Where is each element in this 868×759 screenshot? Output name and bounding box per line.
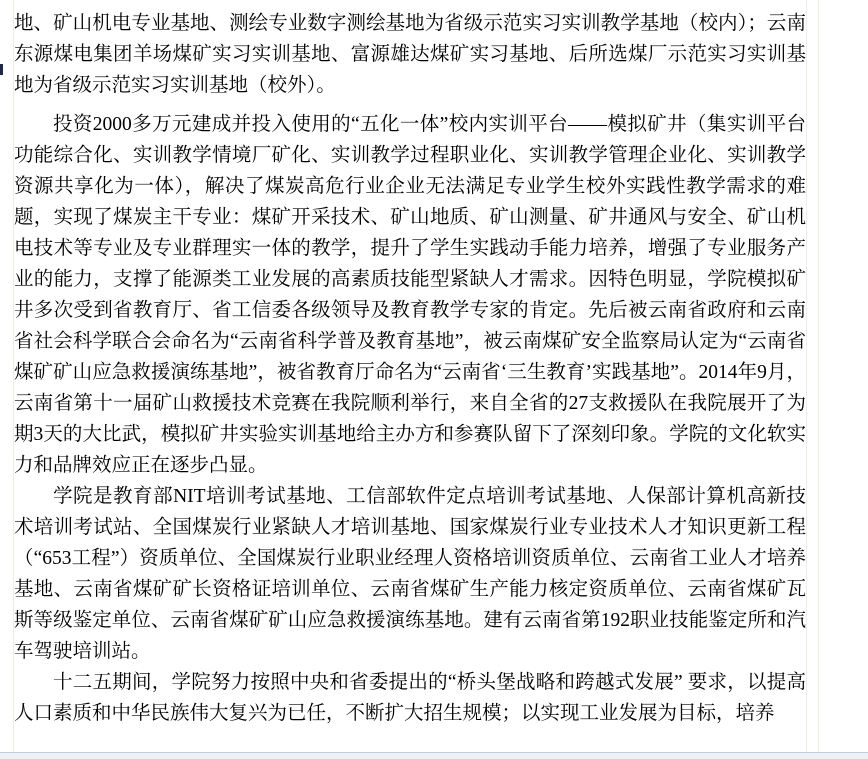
document-body — [14, 8, 806, 729]
text-boundary-guide-right-outer — [818, 0, 819, 752]
text-boundary-guide-right-inner — [806, 0, 807, 752]
paragraph: 地、矿山机电专业基地、测绘专业数字测绘基地为省级示范实习实训教学基地（校内）；云南东源煤电集团羊场煤矿实习实训基地、富源雄达煤矿实习基地、后所选煤厂示范实习实训基地为省级示范实习实训基地（校外）。 — [14, 13, 806, 96]
bottom-edge-bar — [0, 752, 868, 759]
paragraph: 学院是教育部NIT培训考试基地、工信部软件定点培训考试基地、人保部计算机高新技术培训考试站、全国煤炭行业紧缺人才培训基地、国家煤炭行业专业技术人才知识更新工程（“653工程”）资质单位、全国煤炭行业职业经理人资格培训资质单位、云南省工业人才培养基地、云南省煤矿矿长资格证培训单位、云南省煤矿生产能力核定资质单位、云南省煤矿瓦斯等级鉴定单位、云南省煤矿矿山应急救援演练基地。建有云南省第192职业技能鉴定所和汽车驾驶培训站。 — [14, 486, 806, 662]
paragraph: 十二五期间，学院努力按照中央和省委提出的“桥头堡战略和跨越式发展” 要求，以提高人口素质和中华民族伟大复兴为已任，不断扩大招生规模；以实现工业发展为目标，培养 — [14, 672, 806, 724]
paragraph: 投资2000多万元建成并投入使用的“五化一体”校内实训平台——模拟矿井（集实训平台功能综合化、实训教学情境厂矿化、实训教学过程职业化、实训教学管理企业化、实训教学资源共享化为一体），解决了煤炭高危行业企业无法满足专业学生校外实践性教学需求的难题，实现了煤炭主干专业：煤矿开采技术、矿山地质、矿山测量、矿井通风与安全、矿山机电技术等专业及专业群理实一体的教学，提升了学生实践动手能力培养，增强了专业服务产业的能力，支撑了能源类工业发展的高素质技能型紧缺人才需求。因特色明显，学院模拟矿井多次受到省教育厅、省工信委各级领导及教育教学专家的肯定。先后被云南省政府和云南省社会科学联合会命名为“云南省科学普及教育基地”，被云南煤矿安全监察局认定为“云南省煤矿矿山应急救援演练基地”，被省教育厅命名为“云南省‘三生教育’实践基地”。2014年9月，云南省第十一届矿山救援技术竞赛在我院顺利举行，来自全省的27支救援队在我院展开了为期3天的大比武，模拟矿井实验实训基地给主办方和参赛队留下了深刻印象。学院的文化软实力和品牌效应正在逐步凸显。 — [14, 114, 806, 476]
clipped-text-artifact — [0, 64, 3, 75]
